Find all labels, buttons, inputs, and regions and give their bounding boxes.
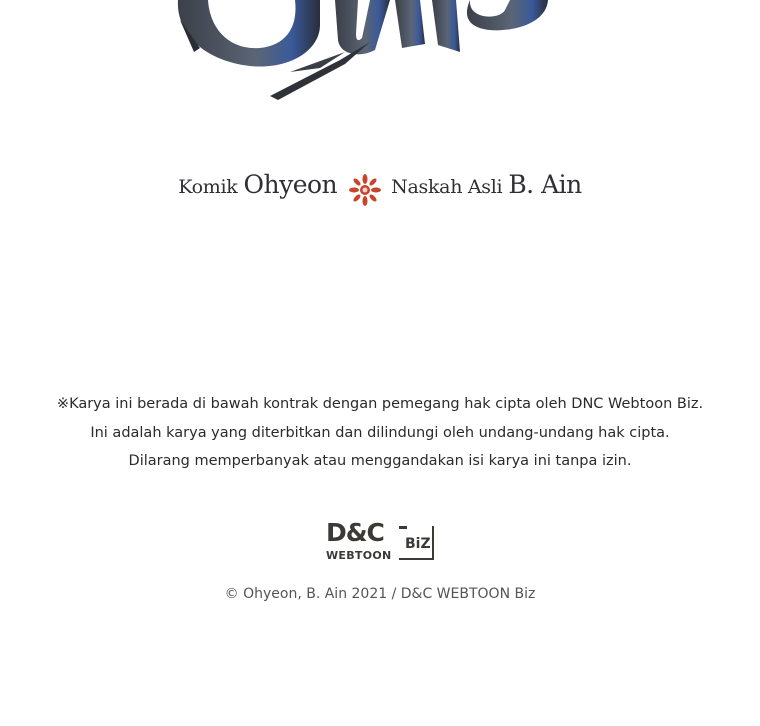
logo-biz: BiZ (405, 536, 431, 552)
notice-line-1: ※Karya ini berada di bawah kontrak dengan pemegang hak cipta oleh DNC Webtoon Biz. (56, 396, 704, 412)
logo-dc: D&C (326, 518, 384, 547)
comic-author: Ohyeon (243, 170, 338, 199)
flower-emblem-icon (349, 174, 381, 206)
series-title-logo (170, 0, 560, 105)
notice-line-2: Ini adalah karya yang diterbitkan dan dilindungi oleh undang-undang hak cipta. (90, 424, 670, 441)
logo-webtoon: WEBTOON (326, 549, 392, 562)
original-author: B. Ain (508, 170, 582, 199)
publisher-logo (326, 518, 438, 564)
original-label: Naskah Asli (391, 176, 503, 198)
copyright-notice (0, 390, 760, 476)
copyright-line: © Ohyeon, B. Ain 2021 / D&C WEBTOON Biz (224, 586, 536, 602)
credits-line (0, 170, 760, 210)
notice-line-3: Dilarang memperbanyak atau menggandakan isi karya ini tanpa izin. (128, 453, 632, 469)
comic-label: Komik (178, 176, 238, 198)
